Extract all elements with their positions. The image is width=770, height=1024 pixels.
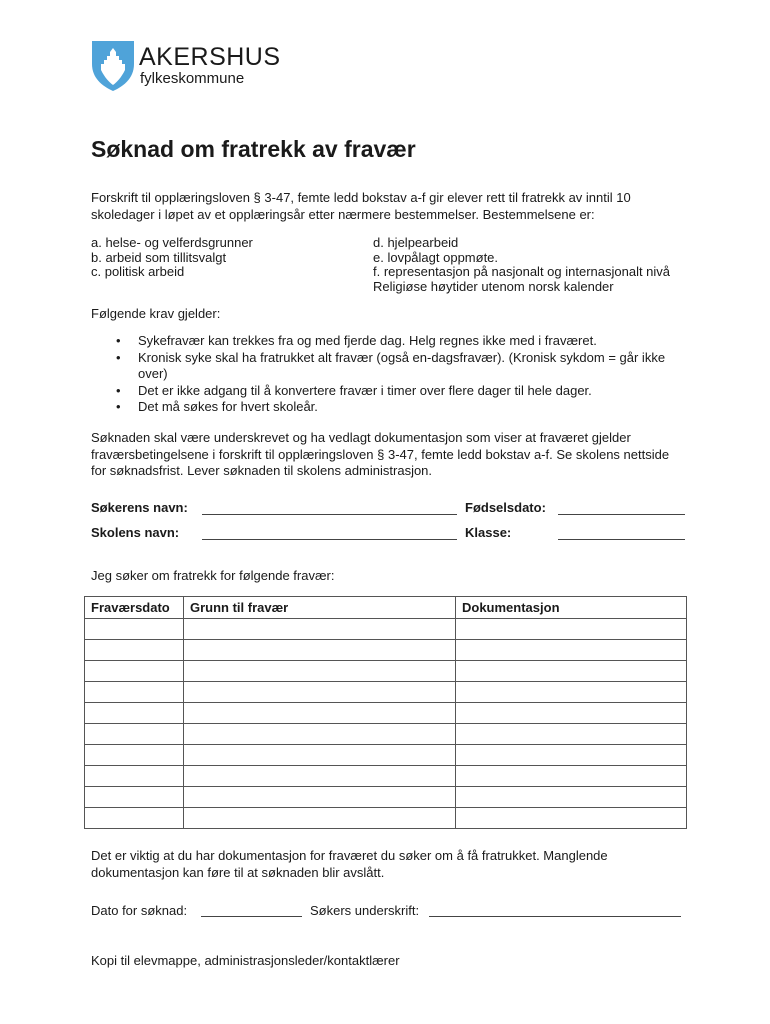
- table-row: [85, 766, 687, 787]
- column-header-documentation: Dokumentasjon: [456, 597, 687, 619]
- bullet: •: [116, 399, 121, 414]
- rules-right-column: [373, 236, 670, 294]
- documentation-cell[interactable]: [456, 682, 687, 703]
- documentation-cell[interactable]: [456, 787, 687, 808]
- date-cell[interactable]: [85, 745, 184, 766]
- list-item: • Kronisk syke skal ha fratrukket alt fravær (også en-dagsfravær). (Kronisk sykdom = går ikke over): [116, 349, 666, 381]
- reason-cell[interactable]: [184, 808, 456, 829]
- birth-date-field[interactable]: [558, 514, 685, 515]
- birth-date-label: Fødselsdato:: [465, 500, 546, 515]
- bullet: •: [116, 333, 121, 348]
- submission-paragraph: Søknaden skal være underskrevet og ha vedlagt dokumentasjon som viser at fraværet gjelder fraværsbetingelsene i forskrift til opplæringsloven § 3-47, femte ledd bokstav a-f. Se skolens nettside for søknadsfrist. Lever søknaden til skolens administrasjon.: [91, 430, 670, 478]
- reason-cell[interactable]: [184, 703, 456, 724]
- reason-cell[interactable]: [184, 724, 456, 745]
- rule-item: b. arbeid som tillitsvalgt: [91, 249, 227, 265]
- documentation-cell[interactable]: [456, 619, 687, 640]
- date-cell[interactable]: [85, 787, 184, 808]
- requirements-list: [91, 333, 691, 416]
- documentation-cell[interactable]: [456, 745, 687, 766]
- column-header-reason: Grunn til fravær: [184, 597, 456, 619]
- rule-item: a. helse- og velferdsgrunner: [91, 235, 253, 250]
- rule-item: d. hjelpearbeid: [373, 235, 459, 250]
- requirements-heading: Følgende krav gjelder:: [91, 306, 221, 321]
- date-cell[interactable]: [85, 682, 184, 703]
- org-subtitle: fylkeskommune: [140, 70, 245, 87]
- reason-cell[interactable]: [184, 745, 456, 766]
- shield-icon: [91, 40, 135, 92]
- documentation-cell[interactable]: [456, 808, 687, 829]
- list-item: • Det er ikke adgang til å konvertere fravær i timer over flere dager til hele dager.: [116, 382, 592, 398]
- documentation-cell[interactable]: [456, 661, 687, 682]
- class-field[interactable]: [558, 539, 685, 540]
- applicant-name-label: Søkerens navn:: [91, 500, 188, 515]
- intro-line: Forskrift til opplæringsloven § 3-47, femte ledd bokstav a-f gir elever rett til fratrekk av inntil 10: [91, 190, 631, 205]
- column-header-date: Fraværsdato: [85, 597, 184, 619]
- page-title: Søknad om fratrekk av fravær: [91, 136, 416, 162]
- date-cell[interactable]: [85, 619, 184, 640]
- documentation-cell[interactable]: [456, 766, 687, 787]
- reason-cell[interactable]: [184, 661, 456, 682]
- reason-cell[interactable]: [184, 640, 456, 661]
- table-row: [85, 745, 687, 766]
- table-row: [85, 640, 687, 661]
- rules-left-column: [91, 236, 253, 280]
- table-intro: Jeg søker om fratrekk for følgende fravær:: [91, 568, 335, 583]
- org-name: AKERSHUS: [139, 43, 281, 71]
- reason-cell[interactable]: [184, 619, 456, 640]
- table-row: [85, 619, 687, 640]
- documentation-cell[interactable]: [456, 640, 687, 661]
- signature-field[interactable]: [429, 916, 681, 917]
- date-label: Dato for søknad:: [91, 903, 188, 918]
- list-item: • Sykefravær kan trekkes fra og med fjerde dag. Helg regnes ikke med i fraværet.: [116, 333, 597, 348]
- bullet: •: [116, 382, 121, 398]
- table-body: [85, 619, 687, 829]
- table-row: [85, 661, 687, 682]
- org-logo: [91, 40, 281, 92]
- class-label: Klasse:: [465, 525, 512, 540]
- date-cell[interactable]: [85, 724, 184, 745]
- absence-table: [84, 596, 687, 829]
- school-name-field[interactable]: [202, 539, 457, 540]
- table-row: [85, 682, 687, 703]
- documentation-note: Det er viktig at du har dokumentasjon for fraværet du søker om å få fratrukket. Manglende dokumentasjon kan føre til at søknaden blir avslått.: [91, 848, 608, 880]
- school-name-label: Skolens navn:: [91, 525, 180, 540]
- intro-line: skoledager i løpet av et opplæringsår etter nærmere bestemmelser. Bestemmelsene er:: [91, 206, 595, 222]
- applicant-name-field[interactable]: [202, 514, 457, 515]
- bullet: •: [116, 349, 121, 365]
- table-row: [85, 787, 687, 808]
- rule-item: c. politisk arbeid: [91, 264, 185, 279]
- date-field[interactable]: [201, 916, 302, 917]
- table-row: [85, 808, 687, 829]
- date-cell[interactable]: [85, 703, 184, 724]
- date-cell[interactable]: [85, 661, 184, 682]
- date-cell[interactable]: [85, 766, 184, 787]
- rule-item: e. lovpålagt oppmøte.: [373, 249, 499, 265]
- rule-item: Religiøse høytider utenom norsk kalender: [373, 278, 614, 294]
- list-item: • Det må søkes for hvert skoleår.: [116, 399, 318, 414]
- reason-cell[interactable]: [184, 682, 456, 703]
- documentation-cell[interactable]: [456, 724, 687, 745]
- table-row: [85, 724, 687, 745]
- table-header-row: [85, 597, 687, 619]
- footer-copy-note: Kopi til elevmappe, administrasjonsleder/kontaktlærer: [91, 953, 400, 968]
- reason-cell[interactable]: [184, 787, 456, 808]
- intro-paragraph: [91, 190, 691, 223]
- rule-item: f. representasjon på nasjonalt og internasjonalt nivå: [373, 264, 671, 279]
- date-cell[interactable]: [85, 808, 184, 829]
- reason-cell[interactable]: [184, 766, 456, 787]
- table-row: [85, 703, 687, 724]
- documentation-cell[interactable]: [456, 703, 687, 724]
- date-cell[interactable]: [85, 640, 184, 661]
- signature-label: Søkers underskrift:: [310, 903, 420, 918]
